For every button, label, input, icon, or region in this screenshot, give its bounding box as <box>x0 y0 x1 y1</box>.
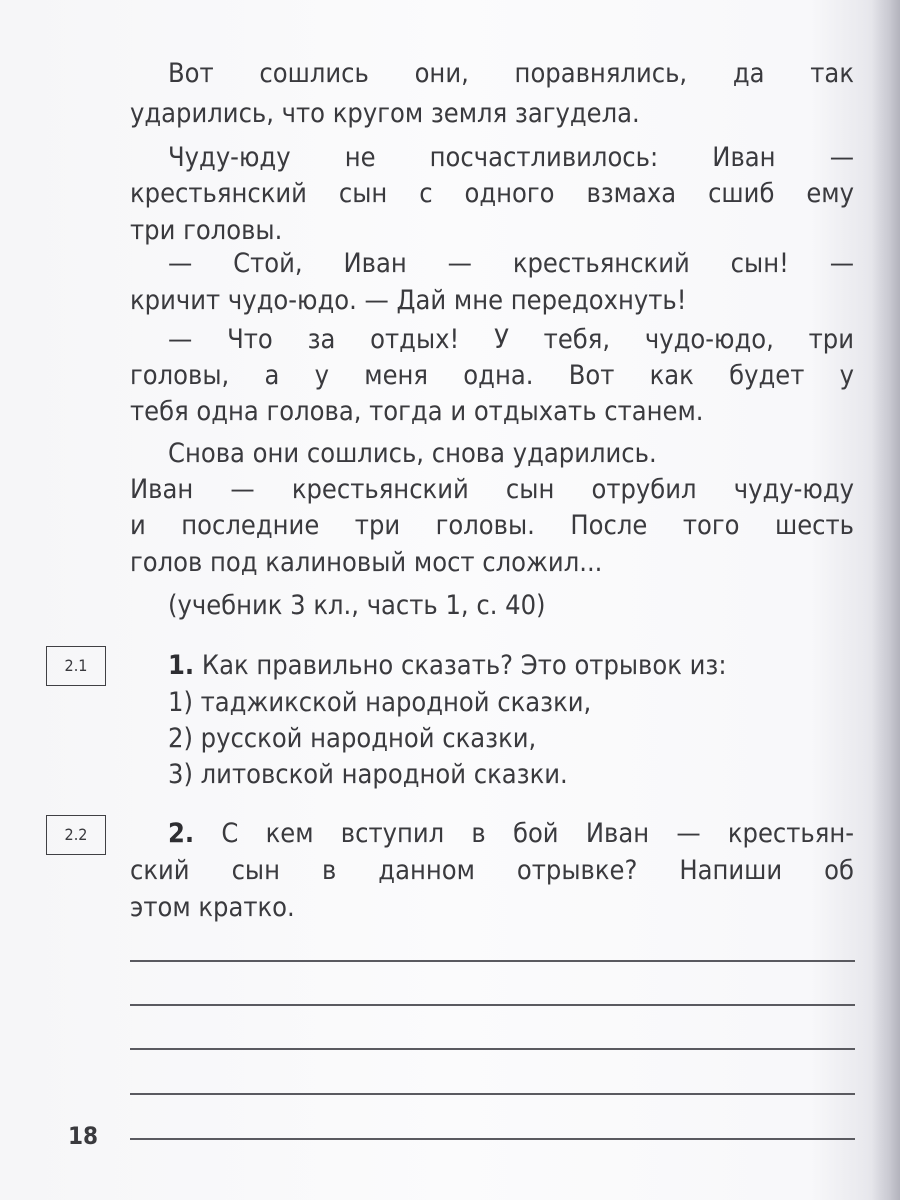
answer-option: 3) литовской народной сказки. <box>168 759 568 790</box>
task-question <box>168 648 858 684</box>
passage-line: три головы. <box>130 215 283 246</box>
task-question-line: этом кратко. <box>130 892 295 923</box>
answer-writing-line[interactable] <box>130 1093 855 1095</box>
passage-line: голов под калиновый мост сложил... <box>130 547 603 578</box>
passage-line: крестьянский сын с одного взмаха сшиб ему <box>130 178 854 209</box>
page-number: 18 <box>68 1122 99 1150</box>
passage-line: и последние три головы. После того шесть <box>130 510 854 541</box>
task-question <box>168 816 854 852</box>
passage-line: — Что за отдых! У тебя, чудо-юдо, три <box>168 324 854 355</box>
answer-writing-line[interactable] <box>130 1138 855 1140</box>
answer-option: 2) русской народной сказки, <box>168 723 537 754</box>
task-question-text: Как правильно сказать? Это отрывок из: <box>201 650 727 681</box>
task-code-box: 2.2 <box>46 815 106 855</box>
passage-line: Снова они сошлись, снова ударились. <box>168 438 657 469</box>
passage-line: тебя одна голова, тогда и отдыхать станем. <box>130 396 704 427</box>
task-question-line: ский сын в данном отрывке? Напиши об <box>130 855 854 886</box>
passage-line: Вот сошлись они, поравнялись, да так <box>168 58 854 89</box>
answer-option: 1) таджикской народной сказки, <box>168 687 592 718</box>
passage-line: головы, а у меня одна. Вот как будет у <box>130 360 854 391</box>
passage-line: ударились, что кругом земля загудела. <box>130 98 640 129</box>
task-number: 1. <box>168 650 195 681</box>
passage-line: — Стой, Иван — крестьянский сын! — <box>168 248 854 279</box>
passage-line: кричит чудо-юдо. — Дай мне передохнуть! <box>130 285 687 316</box>
task-question-text: С кем вступил в бой Иван — крестьян- <box>221 818 854 849</box>
answer-writing-line[interactable] <box>130 960 855 962</box>
answer-writing-line[interactable] <box>130 1004 855 1006</box>
answer-writing-line[interactable] <box>130 1048 855 1050</box>
page-edge-shadow <box>872 0 900 1200</box>
passage-source: (учебник 3 кл., часть 1, с. 40) <box>168 590 546 621</box>
task-number: 2. <box>168 818 195 849</box>
passage-line: Иван — крестьянский сын отрубил чуду-юду <box>130 474 854 505</box>
passage-line: Чуду-юду не посчастливилось: Иван — <box>168 142 854 173</box>
task-code-box: 2.1 <box>46 646 106 686</box>
